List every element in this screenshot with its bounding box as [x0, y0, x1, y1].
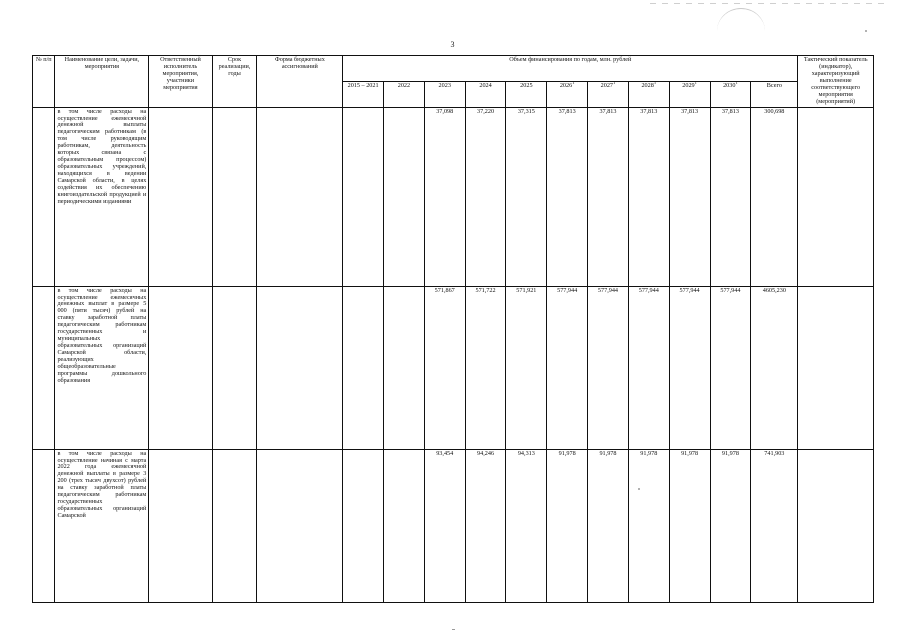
cell-value-2023: 571,867 — [424, 286, 465, 449]
cell-value-2025: 571,921 — [506, 286, 547, 449]
cell-value-total: 300,698 — [751, 107, 798, 286]
cell-term — [212, 449, 257, 602]
cell-value-2022 — [384, 449, 425, 602]
header-year-2030: 2030$^1$ — [710, 81, 751, 107]
header-volume-group: Объем финансирования по годам, млн. рублей — [343, 56, 798, 82]
header-num: № п/п — [33, 56, 55, 108]
cell-name: в том числе расходы на осуществление ежемесячной денежной выплаты педагогическим работникам (в том числе руководящим работникам, деятельность которых связана с образовательным процессом) образовательных учреждений, находящихся в ведении Самарской области, в целях содействия их обеспечению книгоиздательской продукцией и периодическими изданиями — [55, 107, 149, 286]
cell-executor — [149, 286, 212, 449]
header-year-2015-2021: 2015 – 2021 — [343, 81, 384, 107]
cell-value-2024: 571,722 — [465, 286, 506, 449]
cell-form — [257, 107, 343, 286]
cell-term — [212, 286, 257, 449]
cell-value-2028: 91,978 — [628, 449, 669, 602]
table-row — [33, 107, 874, 286]
cell-value-2025: 37,315 — [506, 107, 547, 286]
cell-tactical — [798, 286, 874, 449]
header-year-2027: 2027$^1$ — [588, 81, 629, 107]
header-year-2024: 2024 — [465, 81, 506, 107]
cell-value-2030: 37,813 — [710, 107, 751, 286]
table-header-row-1 — [33, 56, 874, 82]
table-row — [33, 449, 874, 602]
cell-term — [212, 107, 257, 286]
cell-value-2028: 37,813 — [628, 107, 669, 286]
cell-value-2015-2021 — [343, 286, 384, 449]
cell-value-2015-2021 — [343, 449, 384, 602]
header-executor: Ответственный исполнитель мероприятия, участники мероприятия — [149, 56, 212, 108]
header-year-2022: 2022 — [384, 81, 425, 107]
header-year-2023: 2023 — [424, 81, 465, 107]
cell-value-2023: 93,454 — [424, 449, 465, 602]
cell-value-2029: 577,944 — [669, 286, 710, 449]
cell-value-2028: 577,944 — [628, 286, 669, 449]
cell-value-2029: 91,978 — [669, 449, 710, 602]
cell-value-2027: 91,978 — [588, 449, 629, 602]
table-head — [33, 56, 874, 108]
cell-value-2025: 94,313 — [506, 449, 547, 602]
scan-artifact-dot — [452, 629, 455, 630]
cell-value-2026: 37,813 — [547, 107, 588, 286]
header-year-2026: 2026$^1$ — [547, 81, 588, 107]
header-term: Срок реализации, годы — [212, 56, 257, 108]
table-row — [33, 286, 874, 449]
scan-artifact-arc — [717, 8, 765, 31]
financing-table — [32, 55, 874, 603]
cell-value-2027: 37,813 — [588, 107, 629, 286]
cell-value-2027: 577,944 — [588, 286, 629, 449]
cell-value-2022 — [384, 107, 425, 286]
cell-num — [33, 107, 55, 286]
cell-num — [33, 286, 55, 449]
cell-value-2022 — [384, 286, 425, 449]
cell-value-2026: 91,978 — [547, 449, 588, 602]
cell-value-2029: 37,813 — [669, 107, 710, 286]
header-year-2028: 2028$^1$ — [628, 81, 669, 107]
scan-artifact-dashed-line — [650, 3, 890, 4]
cell-value-total: 741,903 — [751, 449, 798, 602]
cell-executor — [149, 107, 212, 286]
cell-value-2015-2021 — [343, 107, 384, 286]
header-name: Наименование цели, задачи, мероприятия — [55, 56, 149, 108]
cell-value-total: 4605,230 — [751, 286, 798, 449]
cell-value-2024: 94,246 — [465, 449, 506, 602]
cell-value-2024: 37,220 — [465, 107, 506, 286]
table-body — [33, 107, 874, 602]
header-total: Всего — [751, 81, 798, 107]
header-tactical: Тактический показатель (индикатор), характеризующий выполнение соответствующего мероприятия (мероприятий) — [798, 56, 874, 108]
cell-form — [257, 286, 343, 449]
cell-executor — [149, 449, 212, 602]
header-form: Форма бюджетных ассигнований — [257, 56, 343, 108]
cell-value-2026: 577,944 — [547, 286, 588, 449]
header-year-2029: 2029$^1$ — [669, 81, 710, 107]
cell-name: в том числе расходы на осуществление начиная с марта 2022 года ежемесячной денежной выплаты в размере 3 200 (трех тысяч двухсот) рублей на ставку заработной платы педагогическим работникам государственных образовательных организаций Самарской — [55, 449, 149, 602]
cell-tactical — [798, 449, 874, 602]
header-year-2025: 2025 — [506, 81, 547, 107]
cell-name: в том числе расходы на осуществление ежемесячных денежных выплат в размере 5 000 (пяти тысяч) рублей на ставку заработной платы педагогическим работникам государственных и муниципальных образовательных организаций Самарской области, реализующих общеобразовательные программы дошкольного образования — [55, 286, 149, 449]
scan-artifact-dot — [865, 30, 867, 32]
cell-num — [33, 449, 55, 602]
cell-value-2023: 37,098 — [424, 107, 465, 286]
page-number: 3 — [450, 40, 455, 49]
cell-tactical — [798, 107, 874, 286]
cell-value-2030: 91,978 — [710, 449, 751, 602]
cell-form — [257, 449, 343, 602]
cell-value-2030: 577,944 — [710, 286, 751, 449]
